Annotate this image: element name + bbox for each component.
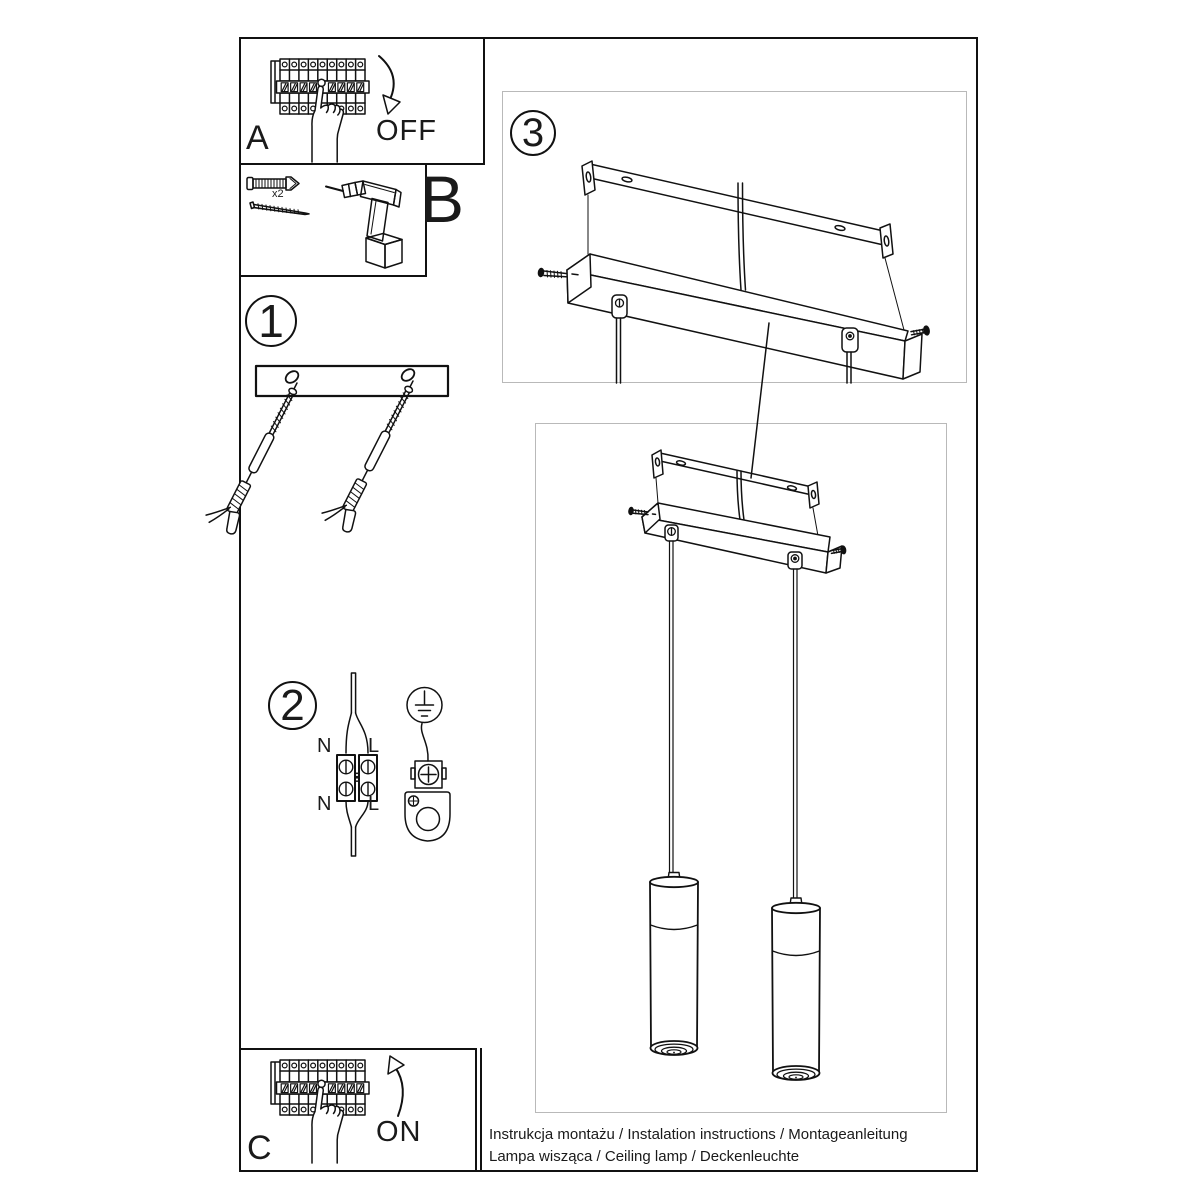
suspension-cable-right	[794, 569, 798, 904]
terminal-block-wiring-illustration	[315, 660, 395, 862]
arrow-down-icon	[379, 56, 400, 114]
canopy-detail-illustration	[510, 150, 962, 392]
cable-gland-left-icon	[612, 295, 627, 383]
assembled-pendant-illustration	[620, 430, 930, 1110]
footer-line-1: Instrukcja montażu / Instalation instructions / Montageanleitung	[489, 1126, 908, 1143]
drill-icon	[322, 178, 414, 273]
footer-text	[489, 1124, 908, 1168]
off-label: OFF	[376, 115, 437, 147]
panel-c-label: C	[247, 1129, 272, 1167]
on-label: ON	[376, 1116, 422, 1148]
arrow-up-icon	[388, 1056, 404, 1116]
footer-line-2: Lampa wisząca / Ceiling lamp / Deckenleuchte	[489, 1148, 800, 1165]
ceiling-plate-icon	[256, 366, 448, 396]
line-label-top: L	[368, 735, 380, 757]
neutral-label-top: N	[317, 735, 332, 757]
line-label-bottom: L	[368, 793, 380, 815]
earth-connection-illustration	[402, 682, 460, 848]
neutral-label-bottom: N	[317, 793, 332, 815]
panel-b-label: B	[420, 162, 465, 236]
cable-gland-left-icon	[665, 525, 678, 541]
screw-icon	[250, 202, 309, 215]
breaker-on-illustration	[262, 1053, 412, 1167]
panel-a-label: A	[246, 119, 269, 157]
step-2-number: 2	[280, 680, 305, 730]
mains-cable-icon	[351, 673, 355, 713]
pendant-shade-right	[772, 898, 820, 1080]
step-1-badge	[245, 295, 297, 347]
earth-symbol-icon	[407, 688, 442, 723]
footer-divider-line	[480, 1048, 482, 1172]
step-3-number: 3	[521, 111, 545, 155]
ceiling-hook-plate-icon	[405, 792, 450, 841]
cable-gland-right-icon	[788, 552, 802, 569]
breaker-off-illustration	[262, 52, 412, 165]
step-2-badge	[268, 681, 317, 730]
earth-terminal-icon	[411, 761, 446, 788]
mounting-plate-illustration	[252, 362, 498, 542]
pendant-shade-left	[650, 873, 698, 1056]
mounting-bracket-icon	[652, 450, 819, 508]
step-1-number: 1	[258, 295, 284, 347]
suspension-cable-left	[670, 541, 674, 878]
wall-plug-quantity: x2	[272, 188, 284, 200]
